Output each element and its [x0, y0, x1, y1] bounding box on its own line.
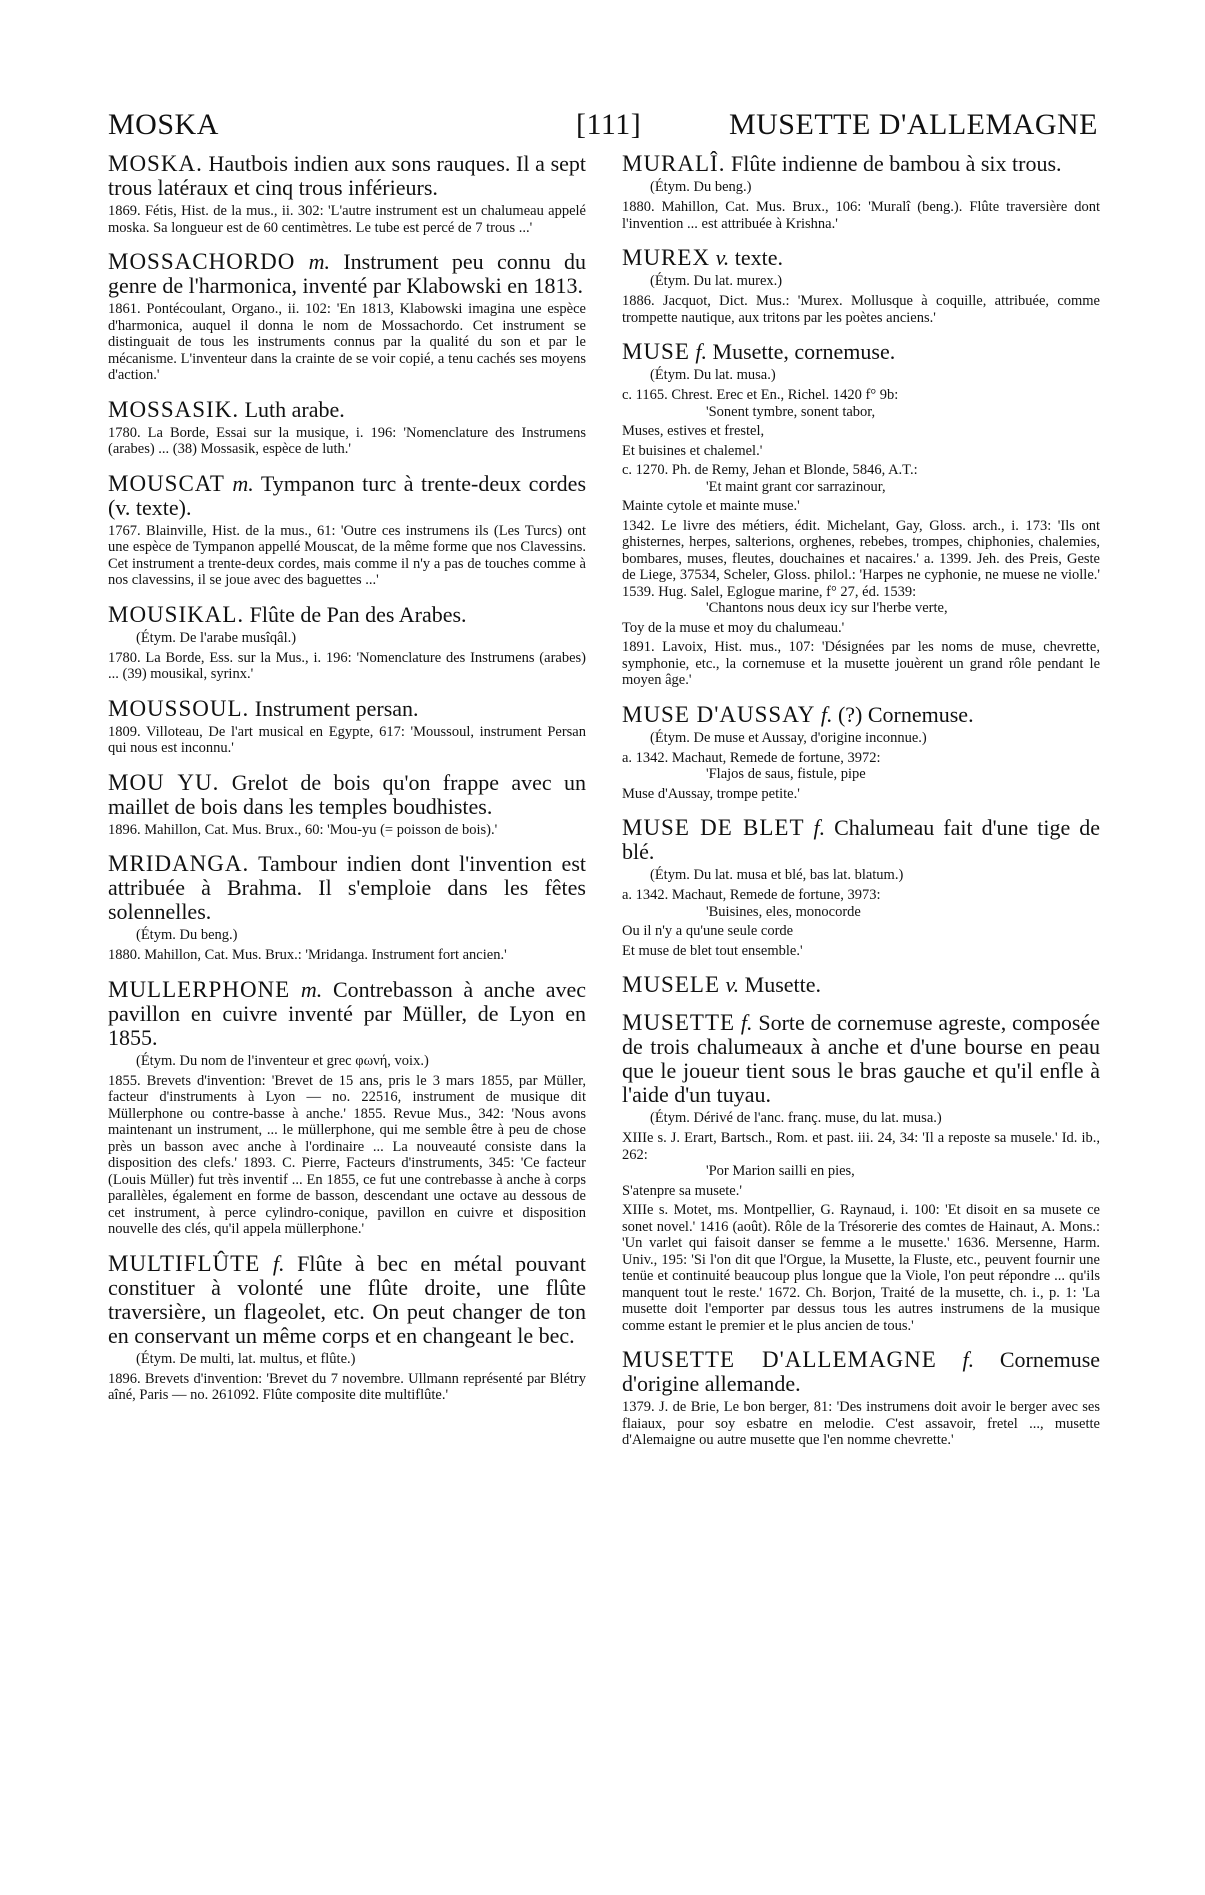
citation: 1809. Villoteau, De l'art musical en Egypte, 617: 'Moussoul, instrument Persan qui nous est inconnu.' [108, 723, 586, 756]
entry-gender: f. [962, 1347, 975, 1372]
left-column [108, 152, 586, 1418]
entry-headline [108, 852, 586, 924]
entry-lemma: MUSE DE BLET [622, 815, 805, 840]
entry-headline [622, 1348, 1100, 1396]
dictionary-entry [108, 852, 586, 964]
citation-verse: 'Flajos de saus, fistule, pipe [706, 766, 866, 782]
dictionary-entry [108, 603, 586, 683]
running-head-right: MUSETTE D'ALLEMAGNE [728, 108, 1098, 141]
entry-definition: Musette. [744, 972, 822, 997]
entry-headline [108, 978, 586, 1050]
entry-definition: Tambour indien dont l'invention est attribuée à Brahma. Il s'emploie dans les fêtes solennelles. [108, 851, 586, 924]
entry-lemma: MUSE D'AUSSAY [622, 701, 816, 727]
entry-definition: Sorte de cornemuse agreste, composée de trois chalumeaux à anche et d'une bourse en peau que le joueur tient sous le bras gauche et qu'il enfle à l'aide d'un tuyau. [622, 1010, 1100, 1107]
citation: Et muse de blet tout ensemble.' [622, 942, 803, 959]
entry-definition: Luth arabe. [244, 396, 345, 422]
citation-verse: 'Por Marion sailli en pies, [706, 1163, 855, 1179]
dictionary-entry [622, 340, 1100, 689]
entry-definition: Musette, cornemuse. [712, 339, 896, 364]
dictionary-entry [108, 697, 586, 757]
entry-definition: Chalumeau fait d'une tige de blé. [622, 815, 1101, 864]
entry-etymology: (Étym. De multi, lat. multus, et flûte.) [136, 1350, 356, 1367]
dictionary-entry [622, 152, 1100, 232]
entry-etymology: (Étym. Du beng.) [650, 179, 752, 195]
entry-definition: Tympanon turc à trente-deux cordes (v. texte). [108, 470, 587, 520]
page-number: [111] [576, 108, 642, 141]
citation: XIIIe s. J. Erart, Bartsch., Rom. et past. iii. 24, 34: 'Il a reposte sa musele.' Id. ib., 262: [622, 1130, 1100, 1163]
citation: 1855. Brevets d'invention: 'Brevet de 15 ans, pris le 3 mars 1855, par Müller, facteur d'instruments à Lyon — no. 22516, instrument de musique dit Müllerphone ou contre-basse à anche.' 1855. Revue Mus., 342: 'Nous avons maintenant un instrument, ... le müllerphone, qui me semble être à peu de chose près un basson avec anche à l'ordinaire ... La nouveauté consiste dans la disposition des clefs.' 1893. C. Pierre, Facteurs d'instruments, 345: 'Ce facteur (Louis Müller) fut très inventif ... En 1855, ce fut une contrebasse à anche à corps parallèles, également en forme de basson, descendant une octave au dessous de cet instrument, à perce cylindro-conique, pavillon en cuivre et disposition nouvelle des clés, qu'il appela müllerphone.' [108, 1072, 586, 1237]
citation: 1379. J. de Brie, Le bon berger, 81: 'Des instrumens doit avoir le berger avec ses flaiaux, pour soy esbatre en melodie. C'est assavoir, fretel ..., musette d'Alemaigne ou autre musette que l'en nomme chevrette.' [622, 1399, 1100, 1448]
entry-headline [108, 152, 586, 200]
entry-etymology: (Étym. Du lat. murex.) [650, 273, 783, 289]
entry-headline [622, 340, 1100, 364]
dictionary-entry [622, 1348, 1100, 1449]
entry-gender: f. [813, 815, 826, 840]
entry-headline [108, 771, 586, 819]
citation: 1780. La Borde, Ess. sur la Mus., i. 196: 'Nomenclature des Instrumens (arabes) ... (39) mousikal, syrinx.' [108, 649, 586, 682]
entry-headline [622, 1011, 1100, 1107]
dictionary-entry [108, 978, 586, 1238]
citation: 1869. Fétis, Hist. de la mus., ii. 302: 'L'autre instrument est un chalumeau appelé moska. Sa longueur est de 60 centimètres. Le tube est percé de 7 trous ...' [108, 203, 586, 236]
dictionary-entry [108, 152, 586, 236]
citation-verse: 'Chantons nous deux icy sur l'herbe verte, [706, 600, 948, 616]
entry-lemma: MUSELE [622, 972, 720, 997]
entry-definition: Hautbois indien aux sons rauques. Il a sept trous latéraux et cinq trous inférieurs. [108, 151, 587, 200]
citation: XIIIe s. Motet, ms. Montpellier, G. Raynaud, i. 100: 'Et disoit en sa musete ce sonet novel.' 1416 (août). Rôle de la Trésorerie des comtes de Hainaut, A. Mons.: 'Un varlet qui faisoit danser se femme a le musette.' 1636. Mersenne, Harm. Univ., 195: 'Si l'on dit que l'Orgue, la Musette, la Fluste, etc., peuvent fournir une tenüe et continuité beaucoup plus longue que la Viole, l'on peut répondre ... qu'ils manquent tout le reste.' 1672. Ch. Borjon, Traité de la musette, ch. i., p. 1: 'La musette doit l'emporter par dessus tous les autres instrumens de la musique comme estant le premier et le plus ancien de tous.' [622, 1202, 1100, 1334]
entry-definition: Flûte à bec en métal pouvant constituer à volonté une flûte droite, une flûte traversière, un flageolet, etc. On peut changer de ton en conservant un même corps et en changeant le bec. [108, 1250, 587, 1348]
citation: 1342. Le livre des métiers, édit. Michelant, Gay, Gloss. arch., i. 173: 'Ils ont ghisternes, herpes, salterions, orghenes, rebebes, trompes, chiphonies, chalemies, bombares, muses, fleutes, douchaines et nacaires.' a. 1399. Jeh. des Preis, Geste de Liege, 37534, Scheler, Gloss. philol.: 'Harpes ne cyphonie, ne muese ne violle.' 1539. Hug. Salel, Eglogue marine, f° 27, éd. 1539: [622, 517, 1100, 600]
citation: 1896. Brevets d'invention: 'Brevet du 7 novembre. Ullmann représenté par Blétry aîné, Paris — no. 261092. Flûte composite dite multiflûte.' [108, 1370, 586, 1403]
citation: S'atenpre sa musete.' [622, 1182, 742, 1199]
citation: Mainte cytole et mainte muse.' [622, 498, 800, 514]
entry-lemma: MOSSASIK. [108, 396, 240, 422]
citation: Et buisines et chalemel.' [622, 442, 763, 459]
citation-verse: 'Et maint grant cor sarrazinour, [706, 478, 886, 495]
entry-lemma: MULLERPHONE [108, 976, 291, 1002]
entry-headline [622, 703, 1100, 727]
entry-headline [622, 152, 1100, 176]
entry-definition: Instrument persan. [254, 695, 419, 721]
entry-definition: (?) Cornemuse. [837, 701, 974, 727]
citation: a. 1342. Machaut, Remede de fortune, 3973: [622, 887, 881, 903]
dictionary-entry [108, 398, 586, 458]
running-head [108, 108, 1098, 148]
citation-verse: 'Buisines, eles, monocorde [706, 903, 861, 920]
citation-verse: 'Sonent tymbre, sonent tabor, [706, 403, 876, 420]
citation: 1780. La Borde, Essai sur la musique, i. 196: 'Nomenclature des Instrumens (arabes) ... (38) Mossasik, espèce de luth.' [108, 424, 586, 457]
citation: c. 1165. Chrest. Erec et En., Richel. 1420 f° 9b: [622, 387, 899, 403]
entry-etymology: (Étym. Du beng.) [136, 927, 238, 943]
entry-etymology: (Étym. De l'arabe musîqâl.) [136, 629, 297, 646]
entry-lemma: MURALÎ. [622, 151, 726, 176]
dictionary-entry [622, 973, 1100, 997]
entry-gender: v. [725, 972, 740, 997]
entry-definition: Instrument peu connu du genre de l'harmonica, inventé par Klabowski en 1813. [108, 249, 586, 298]
entry-lemma: MUREX [622, 245, 711, 270]
entry-definition: Cornemuse d'origine allemande. [622, 1347, 1101, 1396]
dictionary-entry [108, 250, 586, 384]
dictionary-entry [622, 246, 1100, 326]
entry-definition: Flûte indienne de bambou à six trous. [730, 151, 1062, 176]
citation: 1767. Blainville, Hist. de la mus., 61: 'Outre ces instrumens ils (Les Turcs) ont une espèce de Tympanon appellé Mouscat, de la même forme que nos Clavessins. Cet instrument a trente-deux cordes, mais comme il n'y a pas de touches comme à nos clavessins, il se joue avec des baguettes ...' [108, 522, 586, 588]
entry-lemma: MUSETTE D'ALLEMAGNE [622, 1347, 937, 1372]
citation: 1886. Jacquot, Dict. Mus.: 'Murex. Mollusque à coquille, attribuée, comme trompette nautique, aux tritons par les poètes anciens.' [622, 293, 1100, 326]
entry-etymology: (Étym. Dérivé de l'anc. franç. muse, du lat. musa.) [650, 1110, 942, 1126]
entry-etymology: (Étym. De muse et Aussay, d'origine inconnue.) [650, 729, 927, 746]
entry-lemma: MOSSACHORDO [108, 249, 296, 274]
citation: Toy de la muse et moy du chalumeau.' [622, 619, 845, 636]
entry-definition: Contrebasson à anche avec pavillon en cuivre inventé par Müller, de Lyon en 1855. [108, 976, 587, 1050]
entry-lemma: MULTIFLÛTE [108, 1250, 261, 1276]
citation: a. 1342. Machaut, Remede de fortune, 3972: [622, 749, 881, 766]
entry-etymology: (Étym. Du lat. musa.) [650, 367, 776, 383]
citation: 1880. Mahillon, Cat. Mus. Brux., 106: 'Muralî (beng.). Flûte traversière dont l'invention ... est attribuée à Krishna.' [622, 199, 1100, 232]
entry-headline [108, 603, 586, 627]
citation: c. 1270. Ph. de Remy, Jehan et Blonde, 5846, A.T.: [622, 462, 918, 478]
entry-headline [108, 1252, 586, 1348]
entry-etymology: (Étym. Du nom de l'inventeur et grec φωνή, voix.) [136, 1052, 429, 1069]
entry-headline [108, 250, 586, 298]
citation: 1861. Pontécoulant, Organo., ii. 102: 'En 1813, Klabowski imagina une espèce d'harmonica, auquel il donna le nom de Mossachordo. Cet instrument se distinguait de tous les instruments connus par la qualité du son et par le mécanisme. L'inventeur dans la crainte de se voir copié, a tenu cachés ses moyens d'action.' [108, 301, 586, 383]
dictionary-entry [622, 1011, 1100, 1334]
entry-definition: texte. [734, 245, 783, 270]
entry-gender: m. [232, 470, 254, 496]
entry-lemma: MRIDANGA. [108, 851, 250, 876]
entry-gender: m. [308, 249, 331, 274]
entry-gender: f. [695, 339, 708, 364]
entry-headline [108, 697, 586, 721]
entry-headline [108, 398, 586, 422]
entry-lemma: MUSE [622, 339, 690, 364]
entry-definition: Grelot de bois qu'on frappe avec un maillet de bois dans les temples boudhistes. [108, 769, 586, 819]
entry-gender: v. [715, 245, 730, 270]
entry-lemma: MOSKA. [108, 151, 203, 176]
citation: Muse d'Aussay, trompe petite.' [622, 785, 800, 802]
dictionary-entry [108, 472, 586, 589]
entry-headline [622, 246, 1100, 270]
running-head-left: MOSKA [108, 108, 219, 141]
entry-lemma: MOUSCAT [108, 470, 225, 496]
citation: Muses, estives et frestel, [622, 423, 765, 439]
citation: 1896. Mahillon, Cat. Mus. Brux., 60: 'Mou-yu (= poisson de bois).' [108, 821, 498, 838]
right-column [622, 152, 1100, 1463]
dictionary-entry [622, 703, 1100, 803]
entry-etymology: (Étym. Du lat. musa et blé, bas lat. blatum.) [650, 867, 904, 883]
citation: 1891. Lavoix, Hist. mus., 107: 'Désignées par les noms de muse, chevrette, symphonie, etc., la cornemuse et la musette jouèrent un grand rôle pendant le moyen âge.' [622, 639, 1100, 688]
entry-headline [622, 973, 1100, 997]
dictionary-entry [108, 1252, 586, 1404]
citation: Ou il n'y a qu'une seule corde [622, 923, 794, 939]
entry-lemma: MOUSIKAL. [108, 601, 245, 627]
dictionary-entry [108, 771, 586, 839]
dictionary-entry [622, 816, 1100, 959]
entry-gender: f. [820, 701, 833, 727]
entry-lemma: MOUSSOUL. [108, 695, 250, 721]
entry-headline [622, 816, 1100, 864]
entry-gender: m. [300, 976, 323, 1002]
entry-definition: Flûte de Pan des Arabes. [249, 601, 467, 627]
entry-gender: f. [272, 1250, 285, 1276]
citation: 1880. Mahillon, Cat. Mus. Brux.: 'Mridanga. Instrument fort ancien.' [108, 947, 507, 963]
entry-headline [108, 472, 586, 520]
entry-lemma: MUSETTE [622, 1010, 736, 1035]
entry-gender: f. [740, 1010, 753, 1035]
entry-lemma: MOU YU. [108, 769, 220, 795]
